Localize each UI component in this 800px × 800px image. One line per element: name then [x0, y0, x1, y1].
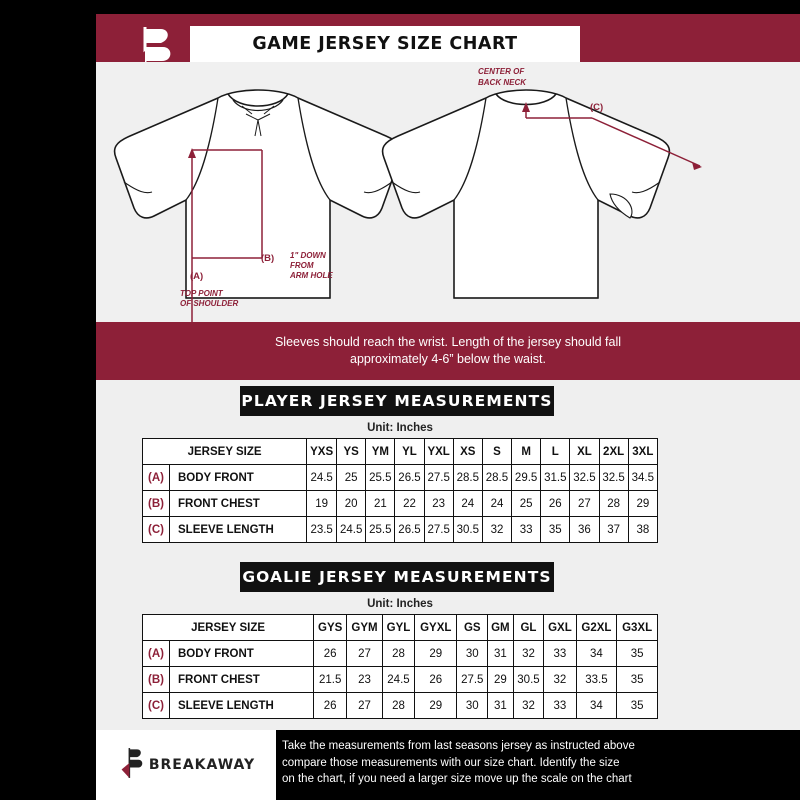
- measurement-cell: 20: [337, 491, 366, 517]
- measurement-cell: 29: [488, 667, 514, 693]
- measurement-cell: 35: [617, 667, 658, 693]
- table-row: [143, 465, 658, 491]
- row-label-cell: SLEEVE LENGTH: [170, 517, 307, 543]
- measurement-cell: 23: [347, 667, 383, 693]
- size-header-cell: XL: [570, 439, 599, 465]
- measurement-cell: 28.5: [453, 465, 482, 491]
- measurement-cell: 33: [544, 693, 576, 719]
- measurement-cell: 19: [307, 491, 337, 517]
- measurement-cell: 31: [488, 641, 514, 667]
- size-header-cell: GYS: [314, 615, 347, 641]
- measurement-cell: 27.5: [424, 517, 453, 543]
- measurement-cell: 24.5: [307, 465, 337, 491]
- measurement-cell: 32.5: [599, 465, 628, 491]
- label-a-line1: TOP POINT: [180, 289, 223, 298]
- measurement-cell: 30.5: [513, 667, 544, 693]
- size-header-cell: GS: [457, 615, 488, 641]
- measurement-cell: 34: [576, 641, 617, 667]
- row-tag-cell: (C): [143, 517, 170, 543]
- measurement-cell: 28.5: [482, 465, 511, 491]
- player-section-heading: PLAYER JERSEY MEASUREMENTS: [240, 386, 554, 416]
- measurement-cell: 25: [337, 465, 366, 491]
- row-label-cell: FRONT CHEST: [170, 667, 314, 693]
- size-header-cell: YL: [395, 439, 424, 465]
- size-header-cell: 2XL: [599, 439, 628, 465]
- measurement-cell: 24: [482, 491, 511, 517]
- breakaway-b-logo-icon: [117, 746, 143, 785]
- measurement-cell: 22: [395, 491, 424, 517]
- row-tag-cell: (B): [143, 491, 170, 517]
- table-header-row: [143, 615, 658, 641]
- row-label-cell: BODY FRONT: [170, 465, 307, 491]
- row-label-cell: BODY FRONT: [170, 641, 314, 667]
- measurement-cell: 21.5: [314, 667, 347, 693]
- goalie-section-heading: GOALIE JERSEY MEASUREMENTS: [240, 562, 554, 592]
- page-title: GAME JERSEY SIZE CHART: [252, 34, 518, 54]
- back-jersey-drawing: [383, 90, 670, 298]
- measurement-cell: 34.5: [628, 465, 657, 491]
- jersey-illustration-panel: [0, 62, 800, 322]
- measurement-cell: 24.5: [382, 667, 414, 693]
- footer-brand-box: [96, 730, 276, 800]
- label-b-line2: FROM: [290, 261, 314, 270]
- label-a-line2: OF SHOULDER: [180, 299, 239, 308]
- table-row: [143, 667, 658, 693]
- measurement-cell: 24.5: [337, 517, 366, 543]
- label-b-line1: 1" DOWN: [290, 251, 326, 260]
- size-header-cell: GYXL: [415, 615, 457, 641]
- row-tag-cell: (A): [143, 641, 170, 667]
- measurement-cell: 26.5: [395, 465, 424, 491]
- size-header-cell: S: [482, 439, 511, 465]
- size-label-cell: JERSEY SIZE: [143, 615, 314, 641]
- table-row: [143, 693, 658, 719]
- measurement-cell: 32.5: [570, 465, 599, 491]
- measurement-cell: 30: [457, 693, 488, 719]
- measurement-cell: 36: [570, 517, 599, 543]
- jersey-diagram: [0, 62, 800, 322]
- measurement-cell: 35: [617, 693, 658, 719]
- player-unit-label: Unit: Inches: [367, 422, 433, 434]
- measurement-cell: 33.5: [576, 667, 617, 693]
- size-header-cell: GM: [488, 615, 514, 641]
- footer-brand-name: BREAKAWAY: [148, 757, 256, 773]
- size-header-cell: GYM: [347, 615, 383, 641]
- measurement-cell: 32: [513, 641, 544, 667]
- goalie-unit-label: Unit: Inches: [367, 598, 433, 610]
- size-header-cell: 3XL: [628, 439, 657, 465]
- measurement-cell: 25: [512, 491, 541, 517]
- measurement-cell: 31: [488, 693, 514, 719]
- size-label-cell: JERSEY SIZE: [143, 439, 307, 465]
- fit-note: [96, 322, 800, 380]
- measurement-cell: 37: [599, 517, 628, 543]
- footer-instructions-line2: compare those measurements with our size chart. Identify the size: [282, 756, 620, 769]
- measurement-cell: 26: [541, 491, 570, 517]
- size-header-cell: L: [541, 439, 570, 465]
- footer-instructions: [282, 738, 782, 788]
- measurement-cell: 23: [424, 491, 453, 517]
- table-row: [143, 641, 658, 667]
- row-label-cell: FRONT CHEST: [170, 491, 307, 517]
- row-label-cell: SLEEVE LENGTH: [170, 693, 314, 719]
- measurement-cell: 35: [617, 641, 658, 667]
- row-tag-cell: (A): [143, 465, 170, 491]
- fit-note-line1: Sleeves should reach the wrist. Length of the jersey should fall: [274, 335, 622, 350]
- measurement-cell: 35: [541, 517, 570, 543]
- table-header-row: [143, 439, 658, 465]
- row-tag-cell: (B): [143, 667, 170, 693]
- measurement-cell: 27: [347, 641, 383, 667]
- measurement-cell: 28: [382, 693, 414, 719]
- measurement-cell: 38: [628, 517, 657, 543]
- measurement-cell: 26.5: [395, 517, 424, 543]
- front-jersey-drawing: [115, 90, 402, 298]
- label-c-line2: BACK NECK: [478, 78, 526, 87]
- measurement-cell: 27: [347, 693, 383, 719]
- measurement-cell: 21: [366, 491, 395, 517]
- size-header-cell: M: [512, 439, 541, 465]
- measurement-cell: 30.5: [453, 517, 482, 543]
- size-header-cell: YS: [337, 439, 366, 465]
- label-c-tag: (C): [590, 102, 604, 113]
- size-header-cell: G3XL: [617, 615, 658, 641]
- measurement-cell: 26: [314, 693, 347, 719]
- measurement-cell: 25.5: [366, 465, 395, 491]
- measurement-cell: 32: [544, 667, 576, 693]
- measurement-cell: 32: [513, 693, 544, 719]
- measurement-cell: 33: [512, 517, 541, 543]
- fit-note-line2: approximately 4-6” below the waist.: [350, 352, 546, 366]
- measurement-cell: 29.5: [512, 465, 541, 491]
- label-c-line1: CENTER OF: [478, 67, 525, 76]
- footer-instructions-line3: on the chart, if you need a larger size move up the scale on the chart: [282, 773, 632, 786]
- label-b-tag: (B): [261, 253, 275, 264]
- measurement-cell: 23.5: [307, 517, 337, 543]
- size-header-cell: G2XL: [576, 615, 617, 641]
- measurement-cell: 25.5: [366, 517, 395, 543]
- label-b-line3: ARM HOLE: [290, 271, 333, 280]
- label-a-tag: (A): [190, 271, 204, 282]
- footer-left-black-bar: [0, 730, 96, 800]
- player-measurements-table: [142, 438, 658, 543]
- measurement-cell: 27: [570, 491, 599, 517]
- measurement-cell: 27.5: [424, 465, 453, 491]
- size-header-cell: YXS: [307, 439, 337, 465]
- measurement-cell: 26: [415, 667, 457, 693]
- measurement-cell: 29: [415, 641, 457, 667]
- footer: [0, 730, 800, 800]
- measurement-cell: 29: [415, 693, 457, 719]
- footer-instructions-line1: Take the measurements from last seasons jersey as instructed above: [282, 740, 635, 752]
- size-header-cell: GXL: [544, 615, 576, 641]
- size-header-cell: YM: [366, 439, 395, 465]
- measurement-cell: 28: [382, 641, 414, 667]
- measurement-cell: 29: [628, 491, 657, 517]
- measurement-cell: 33: [544, 641, 576, 667]
- size-header-cell: XS: [453, 439, 482, 465]
- size-header-cell: GYL: [382, 615, 414, 641]
- measurement-cell: 26: [314, 641, 347, 667]
- measurement-cell: 31.5: [541, 465, 570, 491]
- measurement-cell: 32: [482, 517, 511, 543]
- row-tag-cell: (C): [143, 693, 170, 719]
- note-left-black-bar: [0, 322, 96, 380]
- measurement-cell: 27.5: [457, 667, 488, 693]
- measurement-cell: 34: [576, 693, 617, 719]
- table-row: [143, 517, 658, 543]
- measurement-cell: 28: [599, 491, 628, 517]
- table-row: [143, 491, 658, 517]
- measurement-cell: 30: [457, 641, 488, 667]
- goalie-measurements-table: [142, 614, 658, 719]
- page-title-box: [190, 26, 580, 62]
- measurement-cell: 24: [453, 491, 482, 517]
- size-header-cell: GL: [513, 615, 544, 641]
- measurements-section: [0, 380, 800, 730]
- size-header-cell: YXL: [424, 439, 453, 465]
